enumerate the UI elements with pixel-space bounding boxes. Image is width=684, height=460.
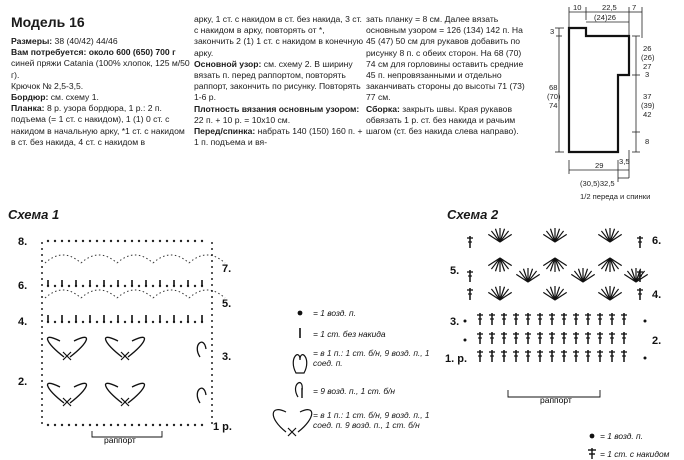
border-label: Бордюр: [11, 92, 49, 103]
schema1-arc-row7 [189, 255, 225, 263]
schema2-row-6: 6. [652, 235, 662, 247]
schema1-chain-dot [68, 321, 70, 323]
schema1-arc-row7 [117, 255, 153, 263]
legend-double-loop-icon [273, 410, 312, 432]
schema1-arc-row7 [81, 255, 117, 263]
hook-paragraph: Крючок № 2,5-3,5. [11, 80, 84, 91]
pattern-caption: 1/2 переда и спинки [580, 192, 651, 201]
schema1-loop-row3-end [197, 342, 206, 357]
schema1-base-dot [173, 424, 175, 426]
schema1-edge-dot [211, 248, 213, 250]
schema1-base-dot [166, 424, 168, 426]
col2-intro: арку, 1 ст. с накидом в ст. без накида, 3 ст. с накидом в арку, повторять от *, закончить 2 (1) 1 ст. с накидом в конечную арку. [194, 14, 364, 58]
schema1-edge-dot [41, 308, 43, 310]
schema1-edge-dot [211, 254, 213, 256]
schema1-arc-row5 [189, 290, 225, 298]
dim-right-8: 8 [645, 137, 650, 146]
schema1-base-dot [180, 424, 182, 426]
legend-chain-dot-icon [298, 311, 303, 316]
legend1-item-4: = 9 возд. п., 1 ст. б/н [313, 386, 395, 396]
schema1-base-dot [145, 424, 147, 426]
schema1-chain-dot [152, 285, 154, 287]
dim-bottom-29: 29 [595, 161, 604, 170]
sizes-value: 38 (40/42) 44/46 [52, 36, 118, 46]
dim-bottom-30: (30,5)32,5 [580, 179, 615, 188]
dim-right-27: 27 [643, 62, 652, 71]
schema1-chain-dot [96, 240, 98, 242]
schema1-base-dot [194, 424, 196, 426]
schema1-edge-dot [211, 344, 213, 346]
dim-top-d: 7 [632, 3, 637, 12]
schema-1-title: Схема 1 [8, 207, 60, 222]
schema1-row-7: 7. [222, 263, 232, 275]
schema1-rapport-label: раппорт [104, 435, 136, 445]
schema1-loop-row3-cross [63, 352, 71, 360]
schema1-chain-dot [180, 240, 182, 242]
schema1-chain-dot [82, 240, 84, 242]
schema1-chain-dot [54, 240, 56, 242]
schema1-row-3: 3. [222, 351, 232, 363]
schema1-edge-dot [41, 314, 43, 316]
schema1-edge-dot [41, 290, 43, 292]
materials-rest: синей пряжи Catania (100% хлопок, 125 м/50 г). [11, 58, 190, 80]
strip-paragraph [11, 103, 191, 148]
schema1-loop-row2-cross [63, 398, 71, 406]
schema1-edge-dot [41, 296, 43, 298]
schema1-loop-row3-cross [121, 352, 129, 360]
schema1-edge-dot [41, 260, 43, 262]
schema1-chain-dot [96, 285, 98, 287]
schema-1-legend [258, 300, 428, 460]
schema1-chain-dot [166, 321, 168, 323]
schema-2-chart [440, 222, 684, 460]
dim-top-a: 10 [573, 3, 582, 12]
sizes-label: Размеры: [11, 36, 53, 46]
schema1-edge-dot [211, 284, 213, 286]
dim-left-3: 3 [550, 27, 555, 36]
legend1-item-1: = 1 возд. п. [313, 308, 356, 318]
schema1-base-dot [187, 424, 189, 426]
schema1-chain-dot [131, 240, 133, 242]
schema1-edge-dot [41, 356, 43, 358]
schema1-chain-dot [54, 285, 56, 287]
schema1-chain-dot [145, 240, 147, 242]
materials-paragraph [11, 47, 191, 81]
schema2-row-5: 5. [450, 265, 460, 277]
schema-2-title: Схема 2 [447, 207, 499, 222]
schema1-chain-dot [166, 285, 168, 287]
schema1-chain-dot [82, 285, 84, 287]
schema1-row-4: 4. [18, 316, 28, 328]
schema1-edge-dot [211, 410, 213, 412]
schema1-edge-dot [41, 362, 43, 364]
schema1-chain-dot [82, 321, 84, 323]
schema1-base-dot [82, 424, 84, 426]
schema1-edge-dot [41, 350, 43, 352]
text-column-1 [11, 14, 191, 148]
schema1-base-dot [152, 424, 154, 426]
schema1-edge-dot [211, 368, 213, 370]
schema2-row-4: 4. [652, 289, 662, 301]
schema2-chain-dot [464, 339, 467, 342]
dim-right-3: 3 [645, 70, 650, 79]
schema1-edge-dot [211, 302, 213, 304]
schema1-chain-dot [61, 240, 63, 242]
front-back-value: набрать 140 (150) 160 п. + 1 п. подъема и вя- [194, 126, 363, 148]
schema1-base-dot [117, 424, 119, 426]
legend1-item-3: = в 1 п.: 1 ст. б/н, 9 возд. п., 1 соед. п. [313, 348, 430, 368]
schema2-chain-dot [644, 357, 647, 360]
schema1-chain-dot [180, 321, 182, 323]
main-pattern-value: см. схему 2. В ширину вязать п. перед раппортом, повторять раппорт, закончить по рисунку. Повторять 1-6 р. [194, 58, 361, 103]
schema1-chain-dot [68, 285, 70, 287]
schema2-chain-dot [464, 320, 467, 323]
schema1-chain-dot [187, 240, 189, 242]
schema1-edge-dot [41, 398, 43, 400]
dim-right-39: (39) [641, 101, 655, 110]
schema1-edge-dot [41, 242, 43, 244]
schema1-edge-dot [41, 272, 43, 274]
schema1-edge-dot [41, 368, 43, 370]
schema1-edge-dot [211, 332, 213, 334]
legend1-item-2: = 1 ст. без накида [313, 329, 386, 339]
strip-value: 8 р. узора бордюра, 1 р.: 2 п. подъема (= 1 ст. с накидом), 1 (1) 0 ст. с накидом в начальную арку, *1 ст. с накидом в ст. без накида, 4 ст. с накидом в [11, 103, 185, 147]
garment-outline [569, 28, 629, 152]
schema1-edge-dot [211, 266, 213, 268]
density-value: 22 п. + 10 р. = 10х10 см. [194, 114, 291, 125]
col3-text: зать планку = 8 см. Далее вязать основным узором = 126 (134) 142 п. На 45 (47) 50 см для рукавов добавить по рисунку 8 п. с обеих сторон. На 68 (70) 74 см для горловины оставить средние 45 п. непровязанными и отдельно заканчивать стороны до высоты 71 (73) 77 см. [366, 14, 525, 103]
dim-right-37: 37 [643, 92, 652, 101]
schema1-edge-dot [41, 332, 43, 334]
schema1-chain-dot [194, 240, 196, 242]
materials-label: Вам потребуется: [11, 47, 87, 58]
model-title: Модель 16 [11, 14, 85, 30]
schema1-edge-dot [211, 350, 213, 352]
border-paragraph [11, 92, 191, 103]
garment-pattern-diagram [528, 0, 684, 210]
schema1-base-dot [54, 424, 56, 426]
schema1-chain-dot [194, 285, 196, 287]
schema1-arc-row5 [45, 290, 81, 298]
schema1-edge-dot [211, 392, 213, 394]
schema1-chain-dot [173, 240, 175, 242]
schema1-chain-dot [47, 240, 49, 242]
main-pattern-label: Основной узор: [194, 58, 262, 69]
schema2-row-3: 3. [450, 316, 460, 328]
schema1-chain-dot [152, 240, 154, 242]
schema1-loop-row2 [48, 383, 87, 403]
schema1-arc-row5 [153, 290, 189, 298]
materials-amount: около 600 (650) 700 г [86, 47, 176, 58]
schema1-chain-dot [89, 240, 91, 242]
dim-top-c: (24)26 [594, 13, 616, 22]
schema1-row-1: 1 р. [213, 421, 232, 433]
schema1-chain-dot [124, 321, 126, 323]
schema1-arc-row7 [153, 255, 189, 263]
schema1-edge-dot [41, 284, 43, 286]
schema1-chain-dot [117, 240, 119, 242]
schema1-chain-dot [110, 321, 112, 323]
schema1-edge-dot [211, 422, 213, 424]
text-column-3 [366, 14, 526, 137]
legend2-chain-dot-icon [590, 434, 595, 439]
schema1-base-dot [61, 424, 63, 426]
schema1-edge-dot [211, 398, 213, 400]
sizes-paragraph [11, 36, 191, 47]
schema1-base-dot [124, 424, 126, 426]
text-column-2 [194, 14, 364, 148]
schema1-chain-dot [138, 285, 140, 287]
density-label: Плотность вязания основным узором: [194, 103, 360, 114]
schema1-loop-row2-end [197, 388, 206, 403]
schema1-chain-dot [103, 240, 105, 242]
schema1-base-dot [89, 424, 91, 426]
schema1-chain-dot [138, 240, 140, 242]
schema1-edge-dot [41, 416, 43, 418]
schema1-edge-dot [41, 392, 43, 394]
schema1-edge-dot [211, 260, 213, 262]
schema2-rapport-label: раппорт [540, 395, 572, 405]
schema1-edge-dot [211, 404, 213, 406]
schema1-loop-row3 [106, 337, 145, 357]
schema1-edge-dot [41, 386, 43, 388]
schema1-edge-dot [41, 326, 43, 328]
schema1-row-2: 2. [18, 376, 28, 388]
schema1-base-dot [103, 424, 105, 426]
schema1-chain-dot [152, 321, 154, 323]
density-paragraph [194, 104, 364, 126]
schema1-edge-dot [41, 278, 43, 280]
dim-left-74: 74 [549, 101, 558, 110]
schema1-base-dot [68, 424, 70, 426]
legend2-item-2: = 1 ст. с накидом [600, 449, 670, 459]
schema2-chain-dot [644, 320, 647, 323]
legend2-item-1: = 1 возд. п. [600, 431, 643, 441]
schema1-edge-dot [211, 362, 213, 364]
schema1-edge-dot [211, 290, 213, 292]
schema1-edge-dot [211, 242, 213, 244]
legend1-item-5: = в 1 п.: 1 ст. б/н, 9 возд. п., 1 соед. п. 9 возд. п., 1 ст. б/н [313, 410, 430, 430]
schema1-base-dot [96, 424, 98, 426]
schema1-chain-dot [75, 240, 77, 242]
assembly-value: закрыть швы. Края рукавов обвязать 1 р. ст. без накида и рачьим шагом (ст. без накида слева направо). [366, 103, 519, 137]
main-pattern-paragraph [194, 59, 364, 104]
schema1-base-dot [159, 424, 161, 426]
schema1-loop-row3 [48, 337, 87, 357]
front-back-paragraph [194, 126, 364, 148]
schema1-edge-dot [211, 320, 213, 322]
schema-1-chart [0, 225, 250, 460]
schema1-edge-dot [211, 314, 213, 316]
schema1-chain-dot [166, 240, 168, 242]
schema1-row-5: 5. [222, 298, 232, 310]
schema1-edge-dot [211, 278, 213, 280]
schema1-base-dot [110, 424, 112, 426]
schema1-edge-dot [211, 356, 213, 358]
schema1-edge-dot [211, 308, 213, 310]
schema1-edge-dot [211, 272, 213, 274]
schema1-chain-dot [68, 240, 70, 242]
dim-right-42: 42 [643, 110, 652, 119]
schema2-row-2: 2. [652, 335, 662, 347]
schema1-chain-dot [124, 285, 126, 287]
dim-top-b: 22,5 [602, 3, 617, 12]
schema1-chain-dot [138, 321, 140, 323]
legend-chain-arc-icon [296, 383, 303, 397]
schema1-edge-dot [41, 344, 43, 346]
border-value: см. схему 1. [48, 92, 99, 103]
schema1-edge-dot [211, 374, 213, 376]
schema1-chain-dot [180, 285, 182, 287]
schema1-edge-dot [211, 386, 213, 388]
schema1-chain-dot [96, 321, 98, 323]
assembly-label: Сборка: [366, 103, 400, 114]
dim-bottom-35: 3,5 [619, 157, 630, 166]
schema1-edge-dot [41, 374, 43, 376]
schema1-edge-dot [41, 338, 43, 340]
schema1-chain-dot [201, 240, 203, 242]
schema1-base-dot [201, 424, 203, 426]
schema1-chain-dot [159, 240, 161, 242]
schema1-arc-row5 [117, 290, 153, 298]
schema1-row-8: 8. [18, 236, 28, 248]
schema1-arc-row5 [81, 290, 117, 298]
legend2-dc-icon [588, 448, 596, 459]
schema1-edge-dot [41, 302, 43, 304]
schema1-chain-dot [110, 285, 112, 287]
schema1-edge-dot [41, 404, 43, 406]
legend-loop-icon [293, 355, 307, 373]
schema1-base-dot [47, 424, 49, 426]
dim-left-68: 68 [549, 83, 558, 92]
schema1-chain-dot [194, 321, 196, 323]
schema1-edge-dot [211, 338, 213, 340]
schema1-row-6: 6. [18, 280, 28, 292]
schema1-edge-dot [211, 326, 213, 328]
schema1-edge-dot [41, 254, 43, 256]
schema1-edge-dot [41, 248, 43, 250]
schema1-edge-dot [211, 296, 213, 298]
schema1-chain-dot [110, 240, 112, 242]
schema1-edge-dot [41, 422, 43, 424]
schema1-base-dot [138, 424, 140, 426]
schema1-edge-dot [211, 380, 213, 382]
strip-label: Планка: [11, 103, 45, 114]
schema1-base-dot [131, 424, 133, 426]
schema2-row-1: 1. р. [445, 353, 468, 365]
schema1-arc-row7 [45, 255, 81, 263]
schema1-chain-dot [54, 321, 56, 323]
schema1-loop-row2 [106, 383, 145, 403]
schema1-edge-dot [41, 320, 43, 322]
front-back-label: Перед/спинка: [194, 126, 256, 137]
schema1-edge-dot [41, 380, 43, 382]
schema1-edge-dot [41, 266, 43, 268]
dim-left-70: (70) [547, 92, 561, 101]
schema1-chain-dot [124, 240, 126, 242]
schema1-loop-row2-cross [121, 398, 129, 406]
dim-right-26b: (26) [641, 53, 655, 62]
schema1-edge-dot [211, 416, 213, 418]
schema1-edge-dot [41, 410, 43, 412]
assembly-paragraph [366, 104, 526, 138]
schema1-base-dot [75, 424, 77, 426]
dim-right-26a: 26 [643, 44, 652, 53]
